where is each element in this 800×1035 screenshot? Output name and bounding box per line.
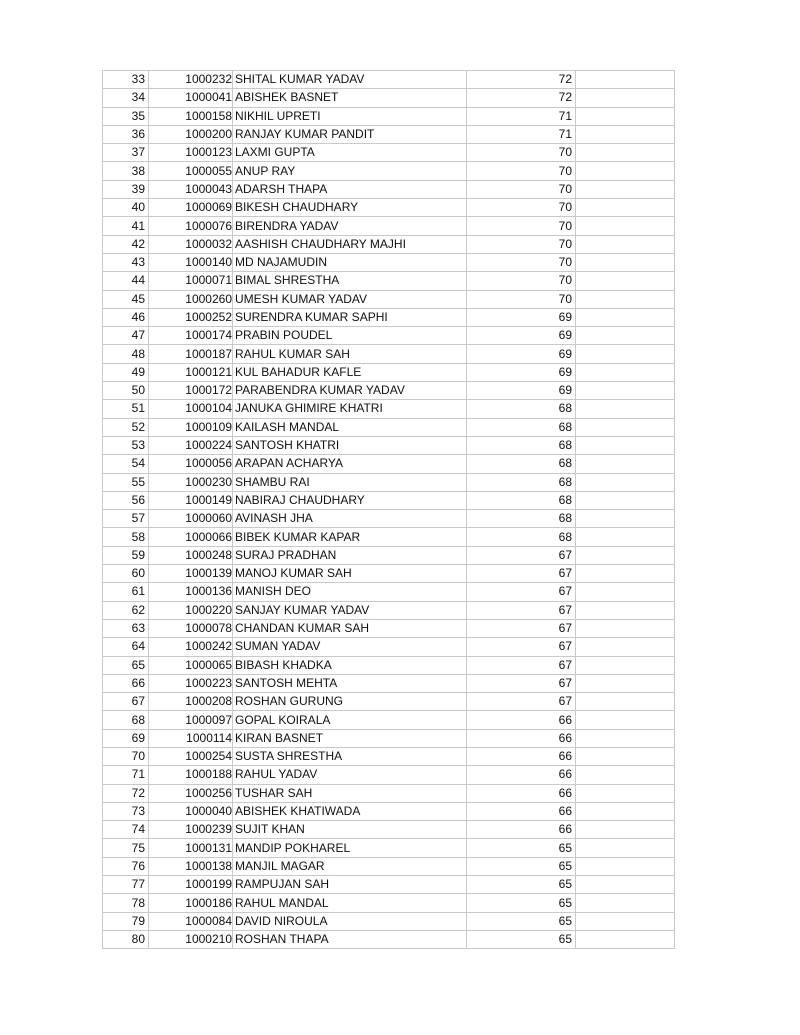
table-row bbox=[103, 638, 675, 656]
empty-cell bbox=[576, 857, 675, 875]
score-cell: 70 bbox=[467, 235, 576, 253]
empty-cell bbox=[576, 290, 675, 308]
serial-number-cell: 72 bbox=[103, 784, 149, 802]
empty-cell bbox=[576, 802, 675, 820]
table-row bbox=[103, 711, 675, 729]
serial-number-cell: 44 bbox=[103, 272, 149, 290]
roll-number-cell: 1000252 bbox=[149, 308, 233, 326]
candidate-name-cell: MANISH DEO bbox=[233, 583, 467, 601]
empty-cell bbox=[576, 656, 675, 674]
serial-number-cell: 63 bbox=[103, 619, 149, 637]
candidate-name-cell: SANJAY KUMAR YADAV bbox=[233, 601, 467, 619]
candidate-name-cell: ADARSH THAPA bbox=[233, 180, 467, 198]
roll-number-cell: 1000210 bbox=[149, 930, 233, 948]
roll-number-cell: 1000121 bbox=[149, 363, 233, 381]
score-cell: 67 bbox=[467, 565, 576, 583]
serial-number-cell: 62 bbox=[103, 601, 149, 619]
serial-number-cell: 45 bbox=[103, 290, 149, 308]
serial-number-cell: 60 bbox=[103, 565, 149, 583]
roll-number-cell: 1000140 bbox=[149, 253, 233, 271]
empty-cell bbox=[576, 711, 675, 729]
score-cell: 68 bbox=[467, 528, 576, 546]
serial-number-cell: 49 bbox=[103, 363, 149, 381]
serial-number-cell: 48 bbox=[103, 345, 149, 363]
empty-cell bbox=[576, 565, 675, 583]
serial-number-cell: 39 bbox=[103, 180, 149, 198]
candidate-name-cell: SHITAL KUMAR YADAV bbox=[233, 71, 467, 89]
empty-cell bbox=[576, 400, 675, 418]
table-row bbox=[103, 455, 675, 473]
score-cell: 66 bbox=[467, 711, 576, 729]
candidate-name-cell: SURENDRA KUMAR SAPHI bbox=[233, 308, 467, 326]
serial-number-cell: 77 bbox=[103, 876, 149, 894]
candidate-name-cell: KIRAN BASNET bbox=[233, 729, 467, 747]
serial-number-cell: 78 bbox=[103, 894, 149, 912]
roll-number-cell: 1000188 bbox=[149, 766, 233, 784]
table-row bbox=[103, 747, 675, 765]
roll-number-cell: 1000078 bbox=[149, 619, 233, 637]
table-row bbox=[103, 674, 675, 692]
serial-number-cell: 76 bbox=[103, 857, 149, 875]
empty-cell bbox=[576, 473, 675, 491]
serial-number-cell: 65 bbox=[103, 656, 149, 674]
empty-cell bbox=[576, 930, 675, 948]
serial-number-cell: 70 bbox=[103, 747, 149, 765]
candidate-name-cell: ABISHEK KHATIWADA bbox=[233, 802, 467, 820]
empty-cell bbox=[576, 674, 675, 692]
empty-cell bbox=[576, 272, 675, 290]
score-cell: 72 bbox=[467, 89, 576, 107]
roll-number-cell: 1000114 bbox=[149, 729, 233, 747]
serial-number-cell: 40 bbox=[103, 199, 149, 217]
table-row bbox=[103, 619, 675, 637]
roll-number-cell: 1000172 bbox=[149, 382, 233, 400]
results-table bbox=[102, 70, 675, 949]
serial-number-cell: 36 bbox=[103, 125, 149, 143]
candidate-name-cell: SUJIT KHAN bbox=[233, 821, 467, 839]
score-cell: 66 bbox=[467, 729, 576, 747]
table-row bbox=[103, 473, 675, 491]
score-cell: 71 bbox=[467, 107, 576, 125]
table-row bbox=[103, 144, 675, 162]
empty-cell bbox=[576, 619, 675, 637]
candidate-name-cell: JANUKA GHIMIRE KHATRI bbox=[233, 400, 467, 418]
table-row bbox=[103, 436, 675, 454]
roll-number-cell: 1000138 bbox=[149, 857, 233, 875]
candidate-name-cell: DAVID NIROULA bbox=[233, 912, 467, 930]
serial-number-cell: 42 bbox=[103, 235, 149, 253]
empty-cell bbox=[576, 491, 675, 509]
candidate-name-cell: BIMAL SHRESTHA bbox=[233, 272, 467, 290]
table-row bbox=[103, 528, 675, 546]
empty-cell bbox=[576, 528, 675, 546]
table-row bbox=[103, 253, 675, 271]
score-cell: 68 bbox=[467, 491, 576, 509]
roll-number-cell: 1000109 bbox=[149, 418, 233, 436]
score-cell: 65 bbox=[467, 876, 576, 894]
candidate-name-cell: CHANDAN KUMAR SAH bbox=[233, 619, 467, 637]
table-row bbox=[103, 217, 675, 235]
score-cell: 66 bbox=[467, 747, 576, 765]
score-cell: 65 bbox=[467, 930, 576, 948]
serial-number-cell: 41 bbox=[103, 217, 149, 235]
score-cell: 66 bbox=[467, 766, 576, 784]
roll-number-cell: 1000187 bbox=[149, 345, 233, 363]
candidate-name-cell: BIRENDRA YADAV bbox=[233, 217, 467, 235]
table-row bbox=[103, 71, 675, 89]
candidate-name-cell: ANUP RAY bbox=[233, 162, 467, 180]
table-row bbox=[103, 565, 675, 583]
table-row bbox=[103, 272, 675, 290]
roll-number-cell: 1000220 bbox=[149, 601, 233, 619]
score-cell: 70 bbox=[467, 162, 576, 180]
roll-number-cell: 1000084 bbox=[149, 912, 233, 930]
roll-number-cell: 1000131 bbox=[149, 839, 233, 857]
empty-cell bbox=[576, 199, 675, 217]
roll-number-cell: 1000158 bbox=[149, 107, 233, 125]
candidate-name-cell: NIKHIL UPRETI bbox=[233, 107, 467, 125]
score-cell: 67 bbox=[467, 638, 576, 656]
score-cell: 70 bbox=[467, 180, 576, 198]
candidate-name-cell: KUL BAHADUR KAFLE bbox=[233, 363, 467, 381]
serial-number-cell: 61 bbox=[103, 583, 149, 601]
empty-cell bbox=[576, 601, 675, 619]
roll-number-cell: 1000076 bbox=[149, 217, 233, 235]
roll-number-cell: 1000224 bbox=[149, 436, 233, 454]
roll-number-cell: 1000097 bbox=[149, 711, 233, 729]
score-cell: 67 bbox=[467, 583, 576, 601]
empty-cell bbox=[576, 455, 675, 473]
serial-number-cell: 75 bbox=[103, 839, 149, 857]
score-cell: 66 bbox=[467, 784, 576, 802]
score-cell: 68 bbox=[467, 473, 576, 491]
score-cell: 70 bbox=[467, 217, 576, 235]
roll-number-cell: 1000032 bbox=[149, 235, 233, 253]
score-cell: 69 bbox=[467, 363, 576, 381]
candidate-name-cell: SANTOSH KHATRI bbox=[233, 436, 467, 454]
score-cell: 67 bbox=[467, 546, 576, 564]
score-cell: 67 bbox=[467, 601, 576, 619]
candidate-name-cell: TUSHAR SAH bbox=[233, 784, 467, 802]
table-row bbox=[103, 491, 675, 509]
score-cell: 72 bbox=[467, 71, 576, 89]
roll-number-cell: 1000232 bbox=[149, 71, 233, 89]
score-cell: 68 bbox=[467, 400, 576, 418]
score-cell: 68 bbox=[467, 510, 576, 528]
empty-cell bbox=[576, 162, 675, 180]
candidate-name-cell: UMESH KUMAR YADAV bbox=[233, 290, 467, 308]
empty-cell bbox=[576, 308, 675, 326]
table-row bbox=[103, 180, 675, 198]
candidate-name-cell: MANDIP POKHAREL bbox=[233, 839, 467, 857]
score-cell: 67 bbox=[467, 693, 576, 711]
candidate-name-cell: NABIRAJ CHAUDHARY bbox=[233, 491, 467, 509]
roll-number-cell: 1000239 bbox=[149, 821, 233, 839]
serial-number-cell: 55 bbox=[103, 473, 149, 491]
score-cell: 68 bbox=[467, 436, 576, 454]
empty-cell bbox=[576, 436, 675, 454]
table-row bbox=[103, 693, 675, 711]
table-row bbox=[103, 107, 675, 125]
empty-cell bbox=[576, 235, 675, 253]
table-row bbox=[103, 839, 675, 857]
score-cell: 67 bbox=[467, 656, 576, 674]
candidate-name-cell: MD NAJAMUDIN bbox=[233, 253, 467, 271]
table-row bbox=[103, 382, 675, 400]
roll-number-cell: 1000123 bbox=[149, 144, 233, 162]
roll-number-cell: 1000260 bbox=[149, 290, 233, 308]
roll-number-cell: 1000256 bbox=[149, 784, 233, 802]
table-row bbox=[103, 656, 675, 674]
empty-cell bbox=[576, 107, 675, 125]
table-row bbox=[103, 601, 675, 619]
roll-number-cell: 1000174 bbox=[149, 327, 233, 345]
serial-number-cell: 47 bbox=[103, 327, 149, 345]
score-cell: 68 bbox=[467, 455, 576, 473]
score-cell: 67 bbox=[467, 674, 576, 692]
table-row bbox=[103, 510, 675, 528]
candidate-name-cell: GOPAL KOIRALA bbox=[233, 711, 467, 729]
roll-number-cell: 1000069 bbox=[149, 199, 233, 217]
table-row bbox=[103, 857, 675, 875]
table-row bbox=[103, 327, 675, 345]
empty-cell bbox=[576, 418, 675, 436]
candidate-name-cell: AVINASH JHA bbox=[233, 510, 467, 528]
serial-number-cell: 43 bbox=[103, 253, 149, 271]
empty-cell bbox=[576, 546, 675, 564]
roll-number-cell: 1000071 bbox=[149, 272, 233, 290]
serial-number-cell: 80 bbox=[103, 930, 149, 948]
serial-number-cell: 79 bbox=[103, 912, 149, 930]
score-cell: 68 bbox=[467, 418, 576, 436]
candidate-name-cell: SUSTA SHRESTHA bbox=[233, 747, 467, 765]
roll-number-cell: 1000060 bbox=[149, 510, 233, 528]
roll-number-cell: 1000065 bbox=[149, 656, 233, 674]
empty-cell bbox=[576, 363, 675, 381]
candidate-name-cell: LAXMI GUPTA bbox=[233, 144, 467, 162]
table-row bbox=[103, 235, 675, 253]
roll-number-cell: 1000136 bbox=[149, 583, 233, 601]
score-cell: 67 bbox=[467, 619, 576, 637]
table-row bbox=[103, 162, 675, 180]
empty-cell bbox=[576, 839, 675, 857]
serial-number-cell: 50 bbox=[103, 382, 149, 400]
serial-number-cell: 69 bbox=[103, 729, 149, 747]
table-row bbox=[103, 894, 675, 912]
candidate-name-cell: ROSHAN GURUNG bbox=[233, 693, 467, 711]
table-row bbox=[103, 583, 675, 601]
table-row bbox=[103, 930, 675, 948]
serial-number-cell: 73 bbox=[103, 802, 149, 820]
empty-cell bbox=[576, 382, 675, 400]
candidate-name-cell: ROSHAN THAPA bbox=[233, 930, 467, 948]
score-cell: 70 bbox=[467, 272, 576, 290]
table-row bbox=[103, 876, 675, 894]
empty-cell bbox=[576, 638, 675, 656]
roll-number-cell: 1000223 bbox=[149, 674, 233, 692]
serial-number-cell: 71 bbox=[103, 766, 149, 784]
serial-number-cell: 37 bbox=[103, 144, 149, 162]
empty-cell bbox=[576, 89, 675, 107]
candidate-name-cell: MANJIL MAGAR bbox=[233, 857, 467, 875]
roll-number-cell: 1000149 bbox=[149, 491, 233, 509]
candidate-name-cell: PRABIN POUDEL bbox=[233, 327, 467, 345]
empty-cell bbox=[576, 912, 675, 930]
score-cell: 69 bbox=[467, 327, 576, 345]
serial-number-cell: 67 bbox=[103, 693, 149, 711]
serial-number-cell: 35 bbox=[103, 107, 149, 125]
roll-number-cell: 1000199 bbox=[149, 876, 233, 894]
table-row bbox=[103, 802, 675, 820]
table-row bbox=[103, 912, 675, 930]
score-cell: 70 bbox=[467, 144, 576, 162]
roll-number-cell: 1000066 bbox=[149, 528, 233, 546]
candidate-name-cell: BIBEK KUMAR KAPAR bbox=[233, 528, 467, 546]
empty-cell bbox=[576, 747, 675, 765]
serial-number-cell: 53 bbox=[103, 436, 149, 454]
serial-number-cell: 64 bbox=[103, 638, 149, 656]
empty-cell bbox=[576, 327, 675, 345]
candidate-name-cell: KAILASH MANDAL bbox=[233, 418, 467, 436]
score-cell: 70 bbox=[467, 290, 576, 308]
serial-number-cell: 52 bbox=[103, 418, 149, 436]
table-row bbox=[103, 89, 675, 107]
serial-number-cell: 59 bbox=[103, 546, 149, 564]
candidate-name-cell: RAMPUJAN SAH bbox=[233, 876, 467, 894]
candidate-name-cell: ARAPAN ACHARYA bbox=[233, 455, 467, 473]
table-row bbox=[103, 363, 675, 381]
candidate-name-cell: SURAJ PRADHAN bbox=[233, 546, 467, 564]
table-row bbox=[103, 199, 675, 217]
roll-number-cell: 1000186 bbox=[149, 894, 233, 912]
score-cell: 69 bbox=[467, 308, 576, 326]
score-cell: 70 bbox=[467, 199, 576, 217]
score-cell: 65 bbox=[467, 857, 576, 875]
table-row bbox=[103, 729, 675, 747]
roll-number-cell: 1000055 bbox=[149, 162, 233, 180]
candidate-name-cell: MANOJ KUMAR SAH bbox=[233, 565, 467, 583]
candidate-name-cell: AASHISH CHAUDHARY MAJHI bbox=[233, 235, 467, 253]
score-cell: 65 bbox=[467, 894, 576, 912]
empty-cell bbox=[576, 784, 675, 802]
candidate-name-cell: RAHUL YADAV bbox=[233, 766, 467, 784]
roll-number-cell: 1000254 bbox=[149, 747, 233, 765]
roll-number-cell: 1000248 bbox=[149, 546, 233, 564]
serial-number-cell: 33 bbox=[103, 71, 149, 89]
empty-cell bbox=[576, 876, 675, 894]
roll-number-cell: 1000041 bbox=[149, 89, 233, 107]
serial-number-cell: 57 bbox=[103, 510, 149, 528]
table-row bbox=[103, 125, 675, 143]
empty-cell bbox=[576, 345, 675, 363]
roll-number-cell: 1000040 bbox=[149, 802, 233, 820]
score-cell: 65 bbox=[467, 839, 576, 857]
table-row bbox=[103, 290, 675, 308]
serial-number-cell: 46 bbox=[103, 308, 149, 326]
candidate-name-cell: SANTOSH MEHTA bbox=[233, 674, 467, 692]
serial-number-cell: 74 bbox=[103, 821, 149, 839]
serial-number-cell: 54 bbox=[103, 455, 149, 473]
table-row bbox=[103, 308, 675, 326]
empty-cell bbox=[576, 180, 675, 198]
score-cell: 71 bbox=[467, 125, 576, 143]
serial-number-cell: 51 bbox=[103, 400, 149, 418]
serial-number-cell: 58 bbox=[103, 528, 149, 546]
empty-cell bbox=[576, 71, 675, 89]
empty-cell bbox=[576, 729, 675, 747]
roll-number-cell: 1000242 bbox=[149, 638, 233, 656]
empty-cell bbox=[576, 510, 675, 528]
serial-number-cell: 68 bbox=[103, 711, 149, 729]
candidate-name-cell: ABISHEK BASNET bbox=[233, 89, 467, 107]
candidate-name-cell: SHAMBU RAI bbox=[233, 473, 467, 491]
candidate-name-cell: PARABENDRA KUMAR YADAV bbox=[233, 382, 467, 400]
empty-cell bbox=[576, 125, 675, 143]
table-row bbox=[103, 418, 675, 436]
roll-number-cell: 1000104 bbox=[149, 400, 233, 418]
empty-cell bbox=[576, 821, 675, 839]
roll-number-cell: 1000230 bbox=[149, 473, 233, 491]
serial-number-cell: 38 bbox=[103, 162, 149, 180]
serial-number-cell: 34 bbox=[103, 89, 149, 107]
candidate-name-cell: BIKESH CHAUDHARY bbox=[233, 199, 467, 217]
serial-number-cell: 56 bbox=[103, 491, 149, 509]
table-row bbox=[103, 546, 675, 564]
candidate-name-cell: SUMAN YADAV bbox=[233, 638, 467, 656]
score-cell: 69 bbox=[467, 382, 576, 400]
roll-number-cell: 1000139 bbox=[149, 565, 233, 583]
roll-number-cell: 1000208 bbox=[149, 693, 233, 711]
score-cell: 70 bbox=[467, 253, 576, 271]
empty-cell bbox=[576, 766, 675, 784]
candidate-name-cell: RANJAY KUMAR PANDIT bbox=[233, 125, 467, 143]
candidate-name-cell: RAHUL MANDAL bbox=[233, 894, 467, 912]
table-row bbox=[103, 400, 675, 418]
empty-cell bbox=[576, 693, 675, 711]
table-row bbox=[103, 766, 675, 784]
score-cell: 69 bbox=[467, 345, 576, 363]
roll-number-cell: 1000043 bbox=[149, 180, 233, 198]
candidate-name-cell: RAHUL KUMAR SAH bbox=[233, 345, 467, 363]
roll-number-cell: 1000056 bbox=[149, 455, 233, 473]
empty-cell bbox=[576, 253, 675, 271]
empty-cell bbox=[576, 144, 675, 162]
table-row bbox=[103, 345, 675, 363]
table-row bbox=[103, 784, 675, 802]
score-cell: 66 bbox=[467, 821, 576, 839]
empty-cell bbox=[576, 894, 675, 912]
roll-number-cell: 1000200 bbox=[149, 125, 233, 143]
empty-cell bbox=[576, 583, 675, 601]
empty-cell bbox=[576, 217, 675, 235]
candidate-name-cell: BIBASH KHADKA bbox=[233, 656, 467, 674]
score-cell: 66 bbox=[467, 802, 576, 820]
results-table-body bbox=[103, 71, 675, 949]
table-row bbox=[103, 821, 675, 839]
serial-number-cell: 66 bbox=[103, 674, 149, 692]
score-cell: 65 bbox=[467, 912, 576, 930]
